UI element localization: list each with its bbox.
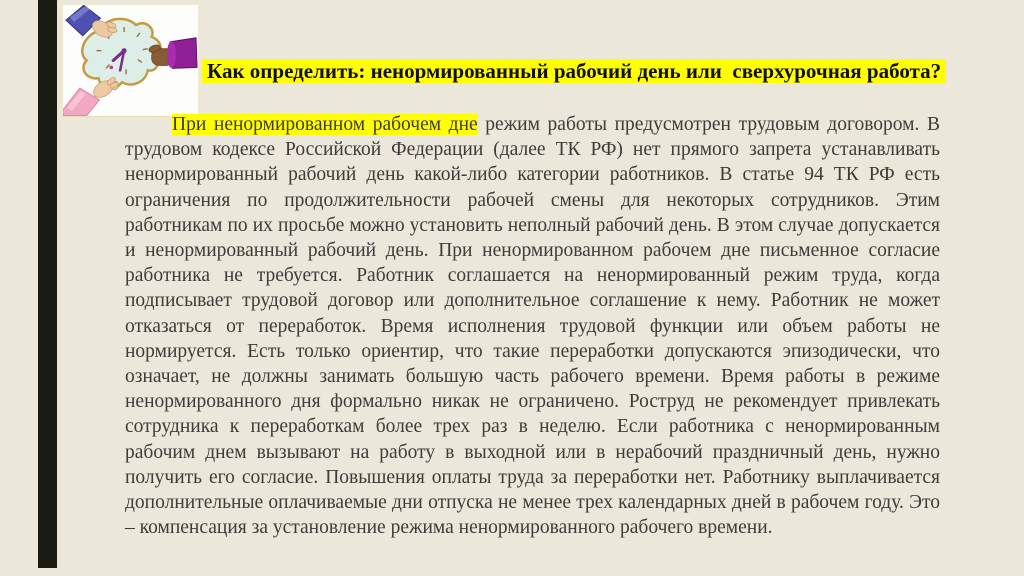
slide-title [202, 55, 946, 88]
slide-title-text: Как определить: ненормированный рабочий день или сверхурочная работа? [202, 59, 946, 83]
melting-clock-illustration [63, 5, 198, 116]
highlighted-phrase: При ненормированном рабочем дне [172, 114, 478, 135]
left-accent-bar [38, 0, 57, 568]
body-paragraph [125, 112, 940, 540]
melting-clock-image [62, 4, 199, 117]
body-paragraph-text: режим работы предусмотрен трудовым договором. В трудовом кодексе Российской Федерации (далее ТК РФ) нет прямого запрета устанавливать ненормированный рабочий день какой-либо категории работников. В статье 94 ТК РФ есть ограничения по продолжительности рабочей смены для некоторых сотрудников. Этим работникам по их просьбе можно установить неполный рабочий день. В этом случае допускается и ненормированный рабочий день. При ненормированном рабочем дне письменное согласие работника не требуется. Работник соглашается на ненормированный режим труда, когда подписывает трудовой договор или дополнительное соглашение к нему. Работник не может отказаться от переработок. Время исполнения трудовой функции или объем работы не нормируется. Есть только ориентир, что такие переработки допускаются эпизодически, что означает, не должны занимать большую часть рабочего времени. Время работы в режиме ненормированного дня формально никак не ограничено. Роструд не рекомендует привлекать сотрудника к переработкам более трех раз в неделю. Если работника с ненормированным рабочим днем вызывают на работу в выходной или в нерабочий праздничный день, нужно получить его согласие. Повышения оплаты труда за переработки нет. Работнику выплачивается дополнительные оплачиваемые дни отпуска не менее трех календарных дней в рабочем году. Это – компенсация за установление режима ненормированного рабочего времени. [125, 114, 940, 539]
